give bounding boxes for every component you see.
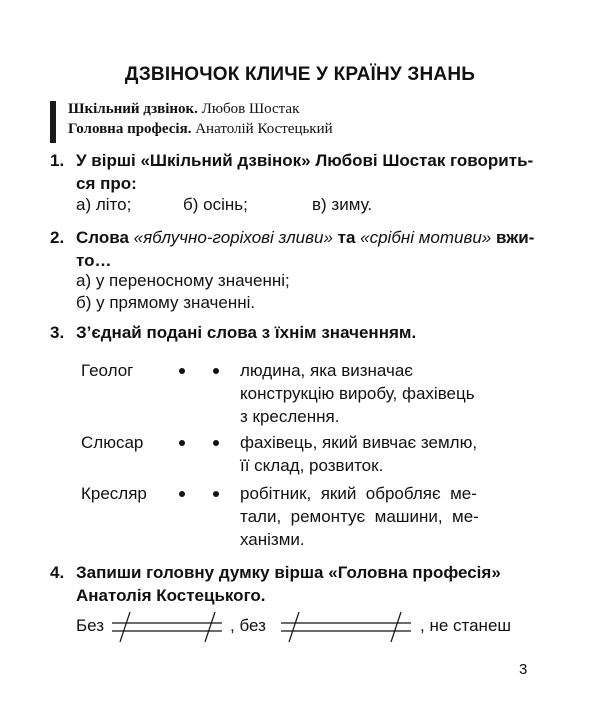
fill-word-3: , не станеш — [420, 616, 512, 635]
match-word-geolog[interactable]: Геолог — [81, 361, 134, 380]
q2-phrase-2: «срібні мотиви» — [360, 228, 492, 247]
source-2-work: Головна професія. — [68, 121, 192, 137]
question-1-line-2: ся про: — [76, 174, 137, 193]
match-def-1-line-2: конструкцію виробу, фахівець — [240, 384, 475, 403]
fill-word-1: Без — [76, 616, 105, 635]
q1-option-b[interactable]: б) осінь; — [183, 195, 248, 214]
q2-option-a[interactable]: а) у переносному значенні; — [76, 271, 290, 290]
match-word-kresliar[interactable]: Кресляр — [81, 484, 147, 503]
source-1-author: Любов Шостак — [201, 101, 300, 117]
question-3-text: З’єднай подані слова з їхнім значенням. — [76, 323, 417, 342]
q2-phrase-1: «яблучно-горіхові зливи» — [133, 228, 333, 247]
page-title: ДЗВІНОЧОК КЛИЧЕ У КРАЇНУ ЗНАНЬ — [124, 64, 476, 85]
question-2-number: 2. — [50, 228, 65, 247]
match-word-sliusar[interactable]: Слюсар — [81, 433, 144, 452]
match-def-3-line-3: ханізми. — [240, 530, 305, 549]
q1-option-c[interactable]: в) зиму. — [312, 195, 373, 214]
q2-post: вжи- — [491, 228, 535, 247]
question-4-number: 4. — [50, 563, 65, 582]
match-def-3-line-2: тали, ремонтує машини, ме- — [240, 507, 479, 526]
source-2-author: Анатолій Костецький — [195, 121, 333, 137]
page-number: 3 — [519, 661, 528, 678]
question-2-line-2: то… — [76, 251, 112, 270]
answer-blank-2[interactable] — [281, 612, 411, 642]
answer-blank-1[interactable] — [112, 612, 222, 642]
question-4-line-1: Запиши головну думку вірша «Головна професія» — [76, 563, 501, 582]
question-4-line-2: Анатолія Костецького. — [76, 586, 266, 605]
question-1-line-1: У вірші «Шкільний дзвінок» Любові Шостак говорить- — [76, 151, 534, 170]
source-1-work: Шкільний дзвінок. — [68, 101, 198, 117]
q2-mid: та — [332, 228, 361, 247]
question-1-number: 1. — [50, 151, 65, 170]
match-def-1-line-3: з креслення. — [240, 407, 340, 426]
match-def-1-line-1[interactable]: людина, яка визначає — [240, 361, 413, 380]
match-def-2-line-2: її склад, розвиток. — [240, 456, 384, 475]
fill-word-2: , без — [230, 616, 266, 635]
q2-option-b[interactable]: б) у прямому значенні. — [76, 293, 256, 312]
q2-pre: Слова — [76, 228, 134, 247]
q1-option-a[interactable]: а) літо; — [76, 195, 132, 214]
match-def-2-line-1[interactable]: фахівець, який вивчає землю, — [240, 433, 478, 452]
match-def-3-line-1[interactable]: робітник, який обробляє ме- — [240, 484, 477, 503]
question-3-number: 3. — [50, 323, 65, 342]
